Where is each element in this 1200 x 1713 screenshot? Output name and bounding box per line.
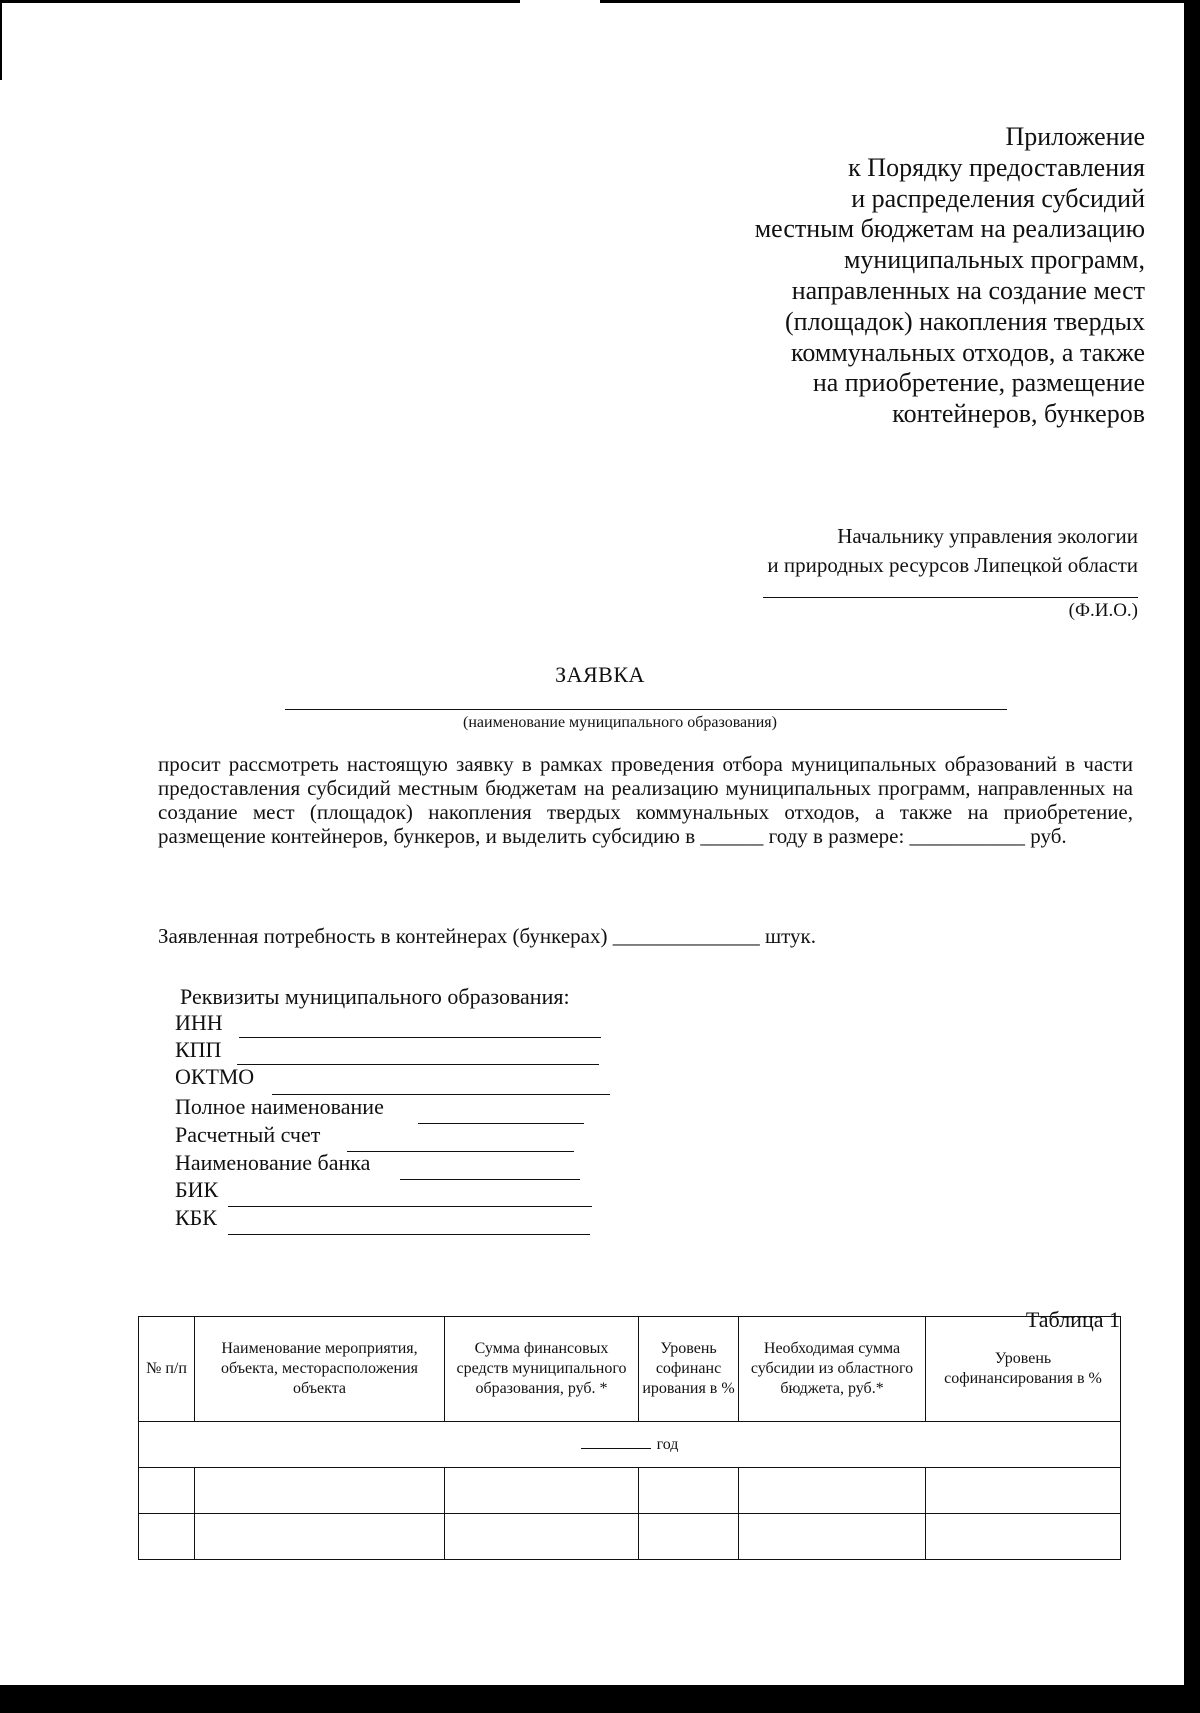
request-paragraph (158, 752, 1133, 848)
header-number: № п/п (139, 1317, 195, 1422)
header-subsidy-amount: Необходимая сумма субсидии из областного бюджета, руб.* (739, 1317, 926, 1422)
addressee-block (578, 522, 1138, 580)
appendix-line: к Порядку предоставления (848, 152, 1145, 182)
table-caption: Таблица 1 (1025, 1307, 1120, 1332)
appendix-line: и распределения субсидий (851, 183, 1145, 213)
kbk-field[interactable] (228, 1234, 590, 1235)
appendix-line: на приобретение, размещение (812, 368, 1145, 398)
scan-edge-bottom (0, 1685, 1200, 1713)
table-cell[interactable] (926, 1468, 1121, 1514)
appendix-line: Приложение (1005, 122, 1145, 151)
appendix-line: местным бюджетам на реализацию (754, 214, 1145, 244)
requisite-bank-name: Наименование банка (175, 1150, 371, 1175)
requisite-kbk: КБК (175, 1205, 217, 1230)
appendix-line: контейнеров, бункеров (892, 399, 1145, 429)
header-municipal-funds: Сумма финансовых средств муниципального образования, руб. * (445, 1317, 639, 1422)
table-cell[interactable] (139, 1514, 195, 1560)
header-cofinancing-level: Уровень софинанс ирования в % (639, 1317, 739, 1422)
table-cell[interactable] (639, 1468, 739, 1514)
container-unit: штук. (764, 924, 817, 948)
table-cell[interactable] (139, 1468, 195, 1514)
year-row (139, 1422, 1121, 1468)
requisite-inn: ИНН (175, 1010, 223, 1035)
kpp-field[interactable] (237, 1064, 599, 1065)
addressee-caption: (Ф.И.О.) (1068, 600, 1138, 621)
appendix-line: коммунальных отходов, а также (791, 337, 1145, 367)
scan-edge-right (1184, 0, 1200, 1713)
currency-label: руб. (1030, 824, 1067, 848)
addressee-line-1: Начальнику управления экологии (837, 524, 1138, 548)
municipality-caption: (наименование муниципального образования) (463, 714, 777, 731)
table-cell[interactable] (195, 1514, 445, 1560)
scan-edge-left (0, 0, 2, 80)
requisites-title: Реквизиты муниципального образования: (180, 984, 570, 1009)
requisite-account: Расчетный счет (175, 1122, 321, 1147)
header-cofinancing-percent: Уровень софинансирования в % (926, 1317, 1121, 1422)
requisite-oktmo: ОКТМО (175, 1064, 255, 1089)
scan-edge-gap (520, 0, 600, 3)
table-row (139, 1468, 1121, 1514)
appendix-header (585, 122, 1145, 430)
document-title: ЗАЯВКА (555, 662, 645, 687)
appendix-line: муниципальных программ, (843, 245, 1145, 275)
requisite-full-name: Полное наименование (175, 1094, 384, 1119)
header-event-name: Наименование мероприятия, объекта, месторасположения объекта (195, 1317, 445, 1422)
table-row (139, 1514, 1121, 1560)
table-cell[interactable] (739, 1468, 926, 1514)
container-need (158, 924, 816, 949)
requisite-kpp: КПП (175, 1037, 222, 1062)
table-year-field[interactable] (581, 1448, 651, 1449)
container-need-label: Заявленная потребность в контейнерах (бункерах) (158, 924, 608, 948)
appendix-line: направленных на создание мест (791, 275, 1145, 305)
table-cell[interactable] (926, 1514, 1121, 1560)
account-field[interactable] (347, 1151, 574, 1152)
year-field[interactable]: ______ (700, 824, 764, 848)
table-cell[interactable] (445, 1514, 639, 1560)
table-cell[interactable] (739, 1514, 926, 1560)
scan-edge-top (0, 0, 1200, 3)
table-cell[interactable] (639, 1514, 739, 1560)
appendix-line: (площадок) накопления твердых (785, 306, 1145, 336)
inn-field[interactable] (239, 1037, 601, 1038)
table-cell[interactable] (445, 1468, 639, 1514)
request-text: просит рассмотреть настоящую заявку в рамках проведения отбора муниципальных образований в части предоставления субсидий местным бюджетам на реализацию муниципальных программ, направленных на создание мест (площадок) накопления твердых коммунальных отходов, а также на приобретение, размещение контейнеров, бункеров, и выделить субсидию в (158, 752, 1133, 848)
bik-field[interactable] (228, 1206, 592, 1207)
subsidy-table (138, 1316, 1121, 1560)
requisite-bik: БИК (175, 1177, 219, 1202)
container-count-field[interactable]: ______________ (612, 924, 760, 948)
amount-field[interactable]: ___________ (909, 824, 1026, 848)
addressee-name-field[interactable] (763, 597, 1138, 598)
year-label: год (656, 1435, 679, 1453)
full-name-field[interactable] (418, 1123, 584, 1124)
addressee-line-2: и природных ресурсов Липецкой области (767, 553, 1138, 577)
request-mid-text: году в размере: (768, 824, 905, 848)
table-cell[interactable] (195, 1468, 445, 1514)
bank-name-field[interactable] (400, 1179, 580, 1180)
municipality-name-field[interactable] (285, 709, 1007, 710)
